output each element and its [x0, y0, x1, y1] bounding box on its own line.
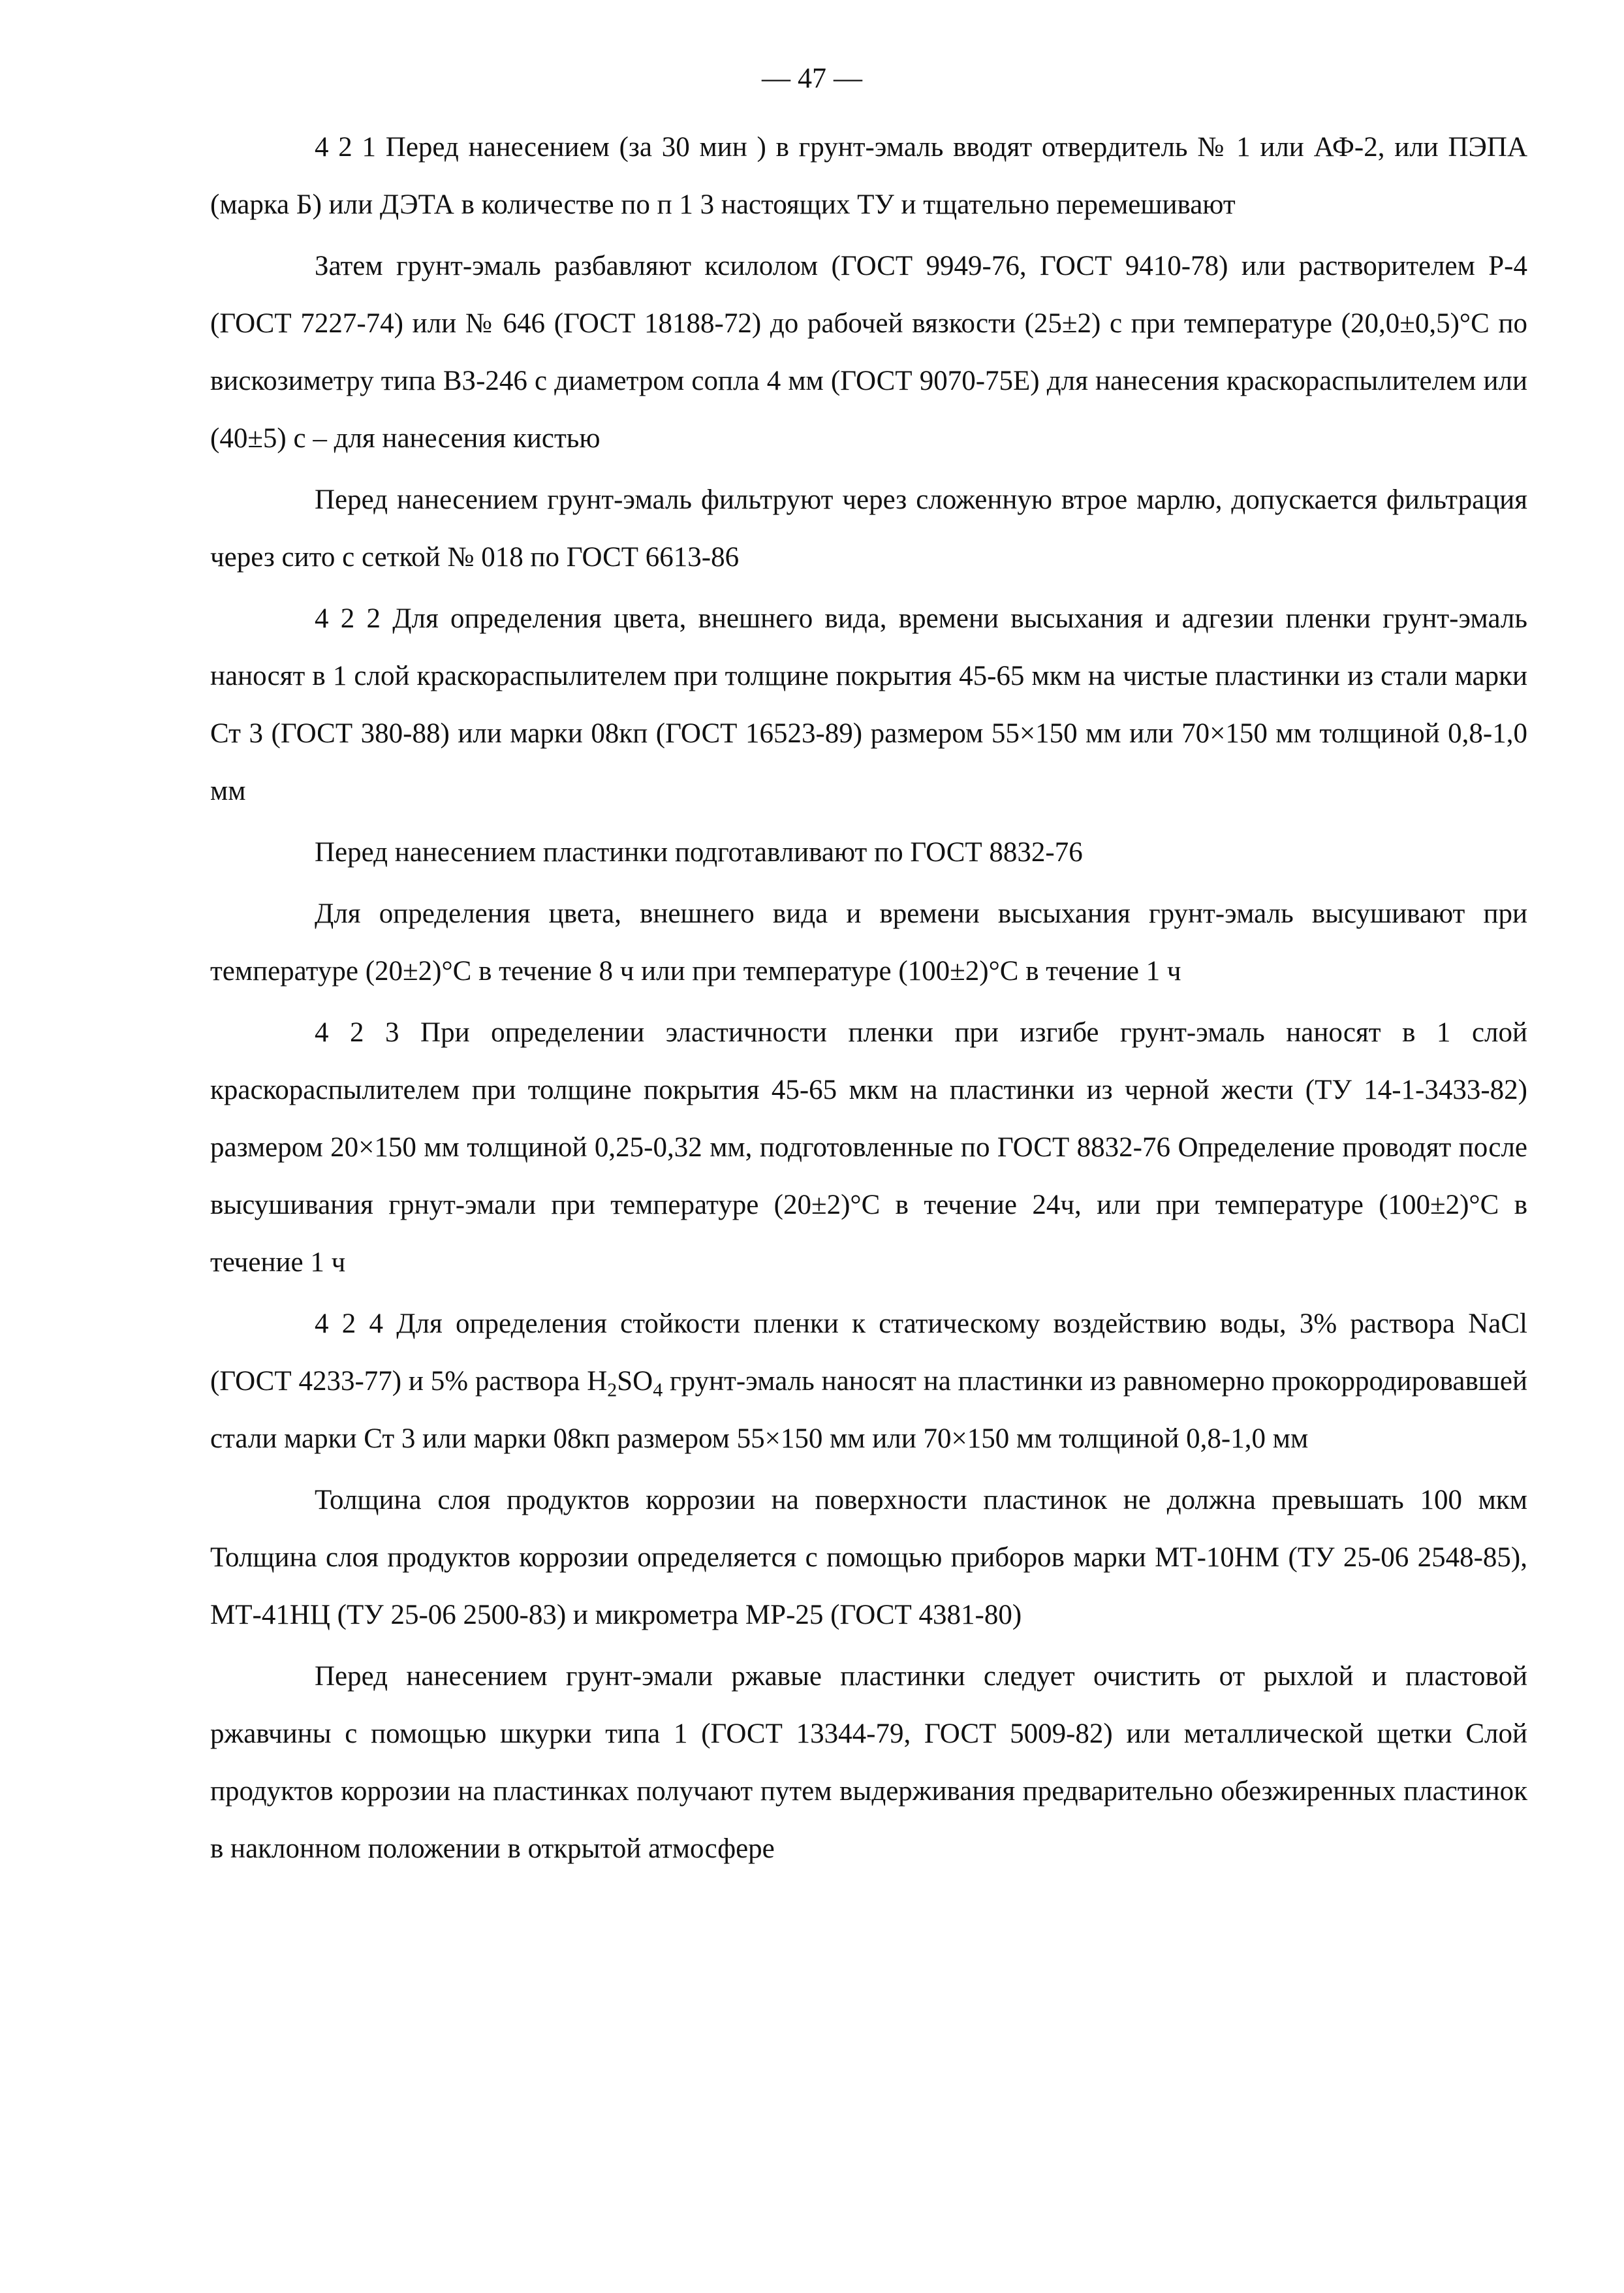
paragraph-4-2-3: 4 2 3 При определении эластичности пленки при изгибе грунт-эмаль наносят в 1 слой краскораспылителем при толщине покрытия 45-65 мкм на пластинки из черной жести (ТУ 14-1-3433-82) размером 20×150 мм толщиной 0,25-0,32 мм, подготовленные по ГОСТ 8832-76 Определение проводят после высушивания грнут-эмали при температуре (20±2)°С в течение 24ч, или при температуре (100±2)°С в течение 1 ч: [210, 1017, 1527, 1278]
paragraph-corrosion-thickness: Толщина слоя продуктов коррозии на поверхности пластинок не должна превышать 100 мкм Толщина слоя продуктов коррозии определяется с помощью приборов марки МТ-10НМ (ТУ 25-06 2548-85), МТ-41НЦ (ТУ 25-06 2500-83) и микрометра МР-25 (ГОСТ 4381-80): [210, 1485, 1527, 1630]
paragraph-drying: Для определения цвета, внешнего вида и времени высыхания грунт-эмаль высушивают при температуре (20±2)°С в течение 8 ч или при температуре (100±2)°С в течение 1 ч: [210, 898, 1527, 987]
paragraph-filtration: Перед нанесением грунт-эмаль фильтруют через сложенную втрое марлю, допускается фильтрация через сито с сеткой № 018 по ГОСТ 6613-86: [210, 484, 1527, 573]
paragraph-plate-preparation: Перед нанесением пластинки подготавливают по ГОСТ 8832-76: [315, 837, 1083, 868]
paragraph-rust-cleaning: Перед нанесением грунт-эмали ржавые пластинки следует очистить от рыхлой и пластовой ржавчины с помощью шкурки типа 1 (ГОСТ 13344-79, ГОСТ 5009-82) или металлической щетки Слой продуктов коррозии на пластинках получают путем выдерживания предварительно обезжиренных пластинок в наклонном положении в открытой атмосфере: [210, 1661, 1527, 1864]
formula-h2so4: $H_2SO_4$: [587, 1366, 663, 1401]
document-body: [210, 119, 1527, 1882]
paragraph-4-2-4: [210, 1295, 1527, 1468]
paragraph-4-2-1: 4 2 1 Перед нанесением (за 30 мин ) в грунт-эмаль вводят отвердитель № 1 или АФ-2, или ПЭПА (марка Б) или ДЭТА в количестве по п 1 3 настоящих ТУ и тщательно перемешивают: [210, 132, 1527, 220]
paragraph-dilution: Затем грунт-эмаль разбавляют ксилолом (ГОСТ 9949-76, ГОСТ 9410-78) или растворителем Р-4 (ГОСТ 7227-74) или № 646 (ГОСТ 18188-72) до рабочей вязкости (25±2) с при температуре (20,0±0,5)°С по вискозиметру типа ВЗ-246 с диаметром сопла 4 мм (ГОСТ 9070-75Е) для нанесения краскораспылителем или (40±5) с – для нанесения кистью: [210, 251, 1527, 454]
paragraph-4-2-2: 4 2 2 Для определения цвета, внешнего вида, времени высыхания и адгезии пленки грунт-эмаль наносят в 1 слой краскораспылителем при толщине покрытия 45-65 мкм на чистые пластинки из стали марки Ст 3 (ГОСТ 380-88) или марки 08кп (ГОСТ 16523-89) размером 55×150 мм или 70×150 мм толщиной 0,8-1,0 мм: [210, 603, 1527, 806]
page-number: — 47 —: [762, 62, 862, 94]
paragraph-4-2-4-start: 4 2 4 Для определения стойкости пленки к статическому воздействию воды, 3% раствора NaCl (ГОСТ 4233-77) и 5% раствора: [210, 1308, 1527, 1397]
paragraph-4-2-4-end: грунт-эмаль наносят на пластинки из равномерно прокорродировавшей стали марки Ст 3 или марки 08кп размером 55×150 мм или 70×150 мм толщиной 0,8-1,0 мм: [210, 1366, 1527, 1454]
